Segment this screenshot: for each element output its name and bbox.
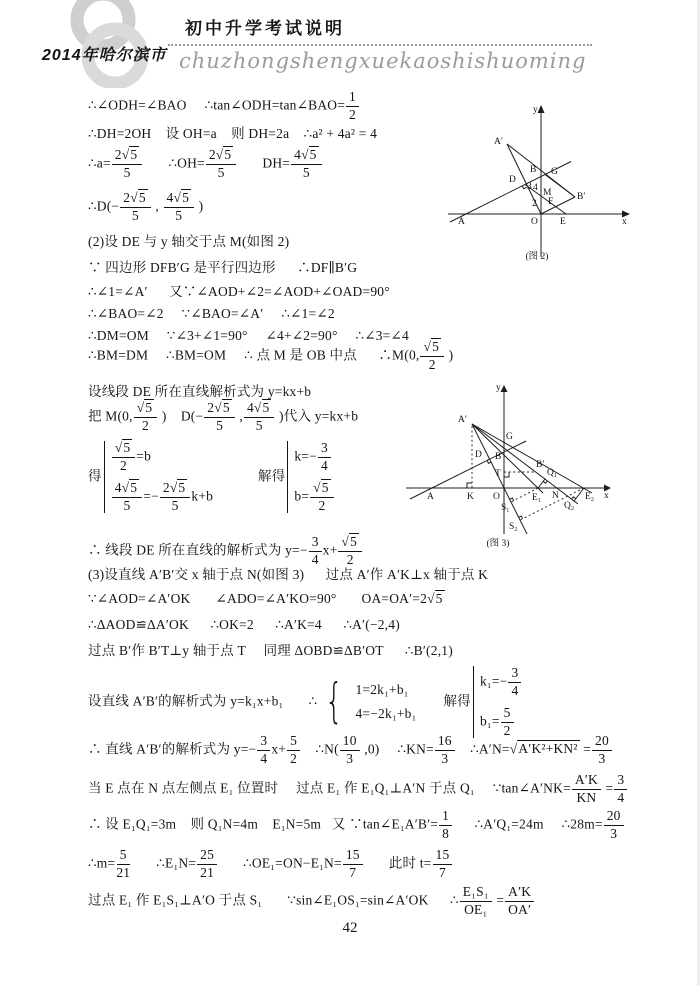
math-line-7: ∴∠1=∠A′ 又∵∠AOD+∠2=∠AOD+∠OAD=90° — [88, 284, 390, 299]
right-angle-T — [504, 472, 509, 477]
fig-label-F: F — [548, 197, 554, 207]
fig-label-A′: A′ — [494, 137, 503, 147]
page-number: 42 — [342, 920, 358, 936]
fig-label-Q₁: Q₁ — [547, 468, 558, 478]
math-line-15: (3)设直线 A′B′交 x 轴于点 N(如图 3) 过点 A′作 A′K⊥x 轴于点 K — [88, 567, 489, 582]
fig-label-D: D — [509, 175, 516, 185]
math-line-5: (2)设 DE 与 y 轴交于点 M(如图 2) — [88, 234, 290, 249]
edition-label: 2014年哈尔滨市 — [42, 47, 167, 64]
fig-label-A: A — [427, 492, 434, 502]
header-divider — [168, 44, 592, 46]
math-line-23: ∴m= $\frac{5}{21}$ ∴E₁N= $\frac{25}{21}$ ∴OE₁=ON−E₁N= $\frac{15}{7}$ 此时 t= $\frac{15}{7}$ — [88, 848, 453, 881]
fig-label-(图 2): (图 2) — [525, 252, 549, 262]
math-line-8: ∴∠BAO=∠2 ∵∠BAO=∠A′ ∴∠1=∠2 — [88, 306, 335, 321]
pinyin-subtitle: chuzhongshengxuekaoshishuoming — [179, 49, 587, 73]
fig-label-4: 4 — [533, 183, 538, 193]
fig-label-2: 2 — [532, 199, 537, 209]
math-line-1: ∴∠ODH=∠BAO ∴tan∠ODH=tan∠BAO= $\frac{1}{2}$ — [88, 90, 360, 123]
math-line-13: 得 $\frac{√5}{2}$ =b $\frac{4√5}{5}$ =− $\frac{2√5}{5}$ k+b 解得 k=− $\frac{3}{4}$ b= $\frac{√5}{2}$ — [88, 441, 337, 513]
fig-label-B: B — [530, 165, 537, 175]
fig-label-Q₂: Q₂ — [564, 501, 575, 511]
figure-2-diagram — [436, 95, 646, 270]
case-brace: { — [325, 673, 344, 729]
y-axis-arrow — [501, 385, 508, 392]
math-line-18: 过点 B′作 B′T⊥y 轴于点 T 同理 ΔOBD≌ΔB′OT ∴B′(2,1) — [88, 643, 453, 658]
fig-label-(图 3): (图 3) — [486, 539, 510, 549]
fig-label-O: O — [531, 217, 538, 227]
fig-label-T: T — [495, 469, 501, 479]
fig-label-y: y — [496, 383, 501, 393]
fig-label-y: y — [533, 105, 538, 115]
fig-label-D: D — [475, 450, 482, 460]
math-line-6: ∵ 四边形 DFB′G 是平行四边形 ∴DF∥B′G — [88, 260, 358, 275]
math-line-17: ∴ΔAOD≌ΔA′OK ∴OK=2 ∴A′K=4 ∴A′(−2,4) — [88, 617, 400, 632]
math-line-16: ∵∠AOD=∠A′OK ∠ADO=∠A′KO=90° OA=OA′=2√5 — [88, 591, 443, 606]
figure-3-diagram — [398, 376, 618, 558]
fig-label-N: N — [552, 491, 559, 501]
fig-label-x: x — [604, 491, 609, 501]
segment-E2-Q2 — [574, 488, 584, 501]
fig-label-B: B — [495, 452, 502, 462]
fig-label-O: O — [493, 492, 500, 502]
math-line-4: ∴D(− $\frac{2√5}{5}$ , $\frac{4√5}{5}$ ) — [88, 190, 204, 223]
fig2-axes — [448, 105, 630, 257]
math-line-20: ∴ 直线 A′B′的解析式为 y=− $\frac{3}{4}$ x+ $\frac{5}{2}$ ∴N( $\frac{10}{3}$ ,0) ∴KN= $\frac{16}{3}$ ∴A′N=√A′K²+KN² = $\frac{20}{3}$ — [88, 734, 613, 767]
line-AB — [410, 441, 526, 499]
fig-label-G: G — [506, 432, 513, 442]
fig-label-S₂: S₂ — [509, 522, 518, 532]
math-line-11: 设线段 DE 所在直线解析式为 y=kx+b — [88, 384, 312, 399]
math-line-3: ∴a= $\frac{2√5}{5}$ ∴OH= $\frac{2√5}{5}$ DH= $\frac{4√5}{5}$ — [88, 148, 323, 181]
fig-label-3: 3 — [527, 182, 532, 192]
fig-label-B′: B′ — [577, 192, 586, 202]
math-line-19: 设直线 A′B′的解析式为 y=k₁x+b₁ ∴ { 1=2k₁+b₁ 4=−2k₁+b₁ 解得 k₁=− $\frac{3}{4}$ b₁= $\frac{5}{2}$ — [88, 666, 524, 738]
fig-label-E₁: E₁ — [532, 493, 542, 503]
math-line-21: 当 E 点在 N 点左侧点 E₁ 位置时 过点 E₁ 作 E₁Q₁⊥A′N 于点 Q₁ ∵tan∠A′NK= $\frac{A'K}{KN}$ = $\frac{3}{4}$ — [88, 773, 628, 806]
math-line-10: ∴BM=DM ∴BM=OM ∴ 点 M 是 OB 中点 ∴M(0, $\frac{√5}{2}$ ) — [88, 339, 454, 372]
math-line-12: 把 M(0, $\frac{√5}{2}$ ) D(− $\frac{2√5}{5}$ , $\frac{4√5}{5}$ )代入 y=kx+b — [88, 400, 359, 433]
fig-label-A: A — [458, 217, 465, 227]
math-line-24: 过点 E₁ 作 E₁S₁⊥A′O 于点 S₁ ∵sin∠E₁OS₁=sin∠A′OK ∴ $\frac{\text{E₁S₁}}{\text{OE₁}}$ = $\frac{A'K}{OA'}$ — [88, 885, 535, 918]
fig-label-x: x — [622, 217, 627, 227]
line-A1-N-extended — [472, 424, 578, 504]
fig-label-M: M — [543, 188, 552, 198]
fig3-labels — [427, 383, 609, 549]
math-line-22: ∴ 设 E₁Q₁=3m 则 Q₁N=4m E₁N=5m 又 ∵tan∠E₁A′B′= $\frac{1}{8}$ ∴A′Q₁=24m ∴28m= $\frac{20}{3}$ — [88, 809, 625, 842]
math-line-2: ∴DH=2OH 设 OH=a 则 DH=2a ∴a² + 4a² = 4 — [88, 126, 378, 141]
math-line-14: ∴ 线段 DE 所在直线的解析式为 y=− $\frac{3}{4}$ x+ $\frac{√5}{2}$ — [88, 535, 363, 568]
fig-label-B′: B′ — [536, 460, 545, 470]
fig-label-K: K — [467, 492, 474, 502]
fig2-labels — [458, 105, 627, 262]
book-title: 初中升学考试说明 — [185, 19, 345, 38]
fig-label-S₁: S₁ — [501, 503, 510, 513]
segment-E1-Q1 — [538, 479, 545, 488]
math-line-9: ∴DM=OM ∵∠3+∠1=90° ∠4+∠2=90° ∴∠3=∠4 — [88, 328, 409, 343]
fig-label-G: G — [551, 167, 558, 177]
fig-label-A′: A′ — [458, 415, 467, 425]
right-angle-K — [467, 483, 472, 488]
fig3-lines — [410, 424, 595, 534]
line-A1-O-extended — [472, 424, 527, 534]
fig-label-E₂: E₂ — [585, 492, 595, 502]
y-axis-arrow — [538, 105, 545, 113]
fig-label-E: E — [560, 217, 566, 227]
right-angle-D — [522, 186, 526, 189]
